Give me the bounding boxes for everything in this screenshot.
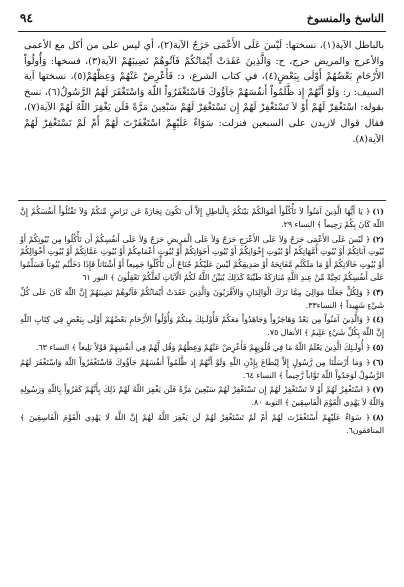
footnote-text: ﴿ لَيْسَ عَلَى الأَعْمَى حَرَجٌ وَلاَ عَلَى الأَعْرَجِ حَرَجٌ وَلاَ عَلَى الْمَرِيضِ حَرَجٌ وَلاَ عَلَى أَنفُسِكُمْ أَن تَأْكُلُوا مِن بُيُوتِكُمْ أَوْ بُيُوتِ آبَائِكُمْ أَوْ بُيُوتِ أُمَّهَاتِكُمْ أَوْ بُيُوتِ إِخْوَانِكُمْ أَوْ بُيُوتِ أَخَوَاتِكُمْ أَوْ بُيُوتِ أَعْمَامِكُمْ أَوْ بُيُوتِ عَمَّاتِكُمْ أَوْ بُيُوتِ أَخْوَالِكُمْ أَوْ بُيُوتِ خَالَاتِكُمْ أَوْ مَا مَلَكْتُم مَّفَاتِحَهُ أَوْ صَدِيقِكُمْ لَيْسَ عَلَيْكُمْ جُنَاحٌ أَن تَأْكُلُوا جَمِيعاً أَوْ أَشْتَاتاً فَإِذَا دَخَلْتُم بُيُوتاً فَسَلِّمُوا عَلَى أَنفُسِكُمْ تَحِيَّةً مِّنْ عِندِ اللَّهِ مُبَارَكَةً طَيِّبَةً كَذَلِكَ يُبَيِّنُ اللَّهُ لَكُمُ الْآيَاتِ لَعَلَّكُمْ تَعْقِلُونَ ﴾ النور ٦١ — [20, 234, 384, 282]
header-divider — [18, 31, 386, 32]
footnote — [20, 384, 384, 410]
page-header — [20, 12, 384, 30]
page-number: ٩٤ — [20, 11, 33, 25]
footnote-number: (٣) — [372, 287, 384, 297]
footnote-number: (١) — [372, 207, 384, 216]
running-title: الناسخ والمنسوخ — [306, 12, 384, 25]
footnote-text: ﴿ وَالَّذِينَ آمَنُواْ مِن بَعْدُ وَهَاجَرُواْ وَجَاهَدُواْ مَعَكُمْ فَأُوْلَـئِكَ مِنكُمْ وَأُوْلُواْ الأَرْحَامِ بَعْضُهُمْ أَوْلَى بِبَعْضٍ فِي كِتَابِ اللّهِ إِنَّ اللّهَ بِكُلِّ شَيْءٍ عَلِيمٌ ﴾ الأنفال ٧٥. — [20, 315, 384, 338]
footnote-number: (٨) — [372, 412, 384, 422]
footnote-divider — [18, 200, 386, 201]
footnote-text: ﴿ وَلِكُلٍّ جَعَلْنَا مَوَالِيَ مِمَّا تَرَكَ الْوَالِدَانِ وَالأَقْرَبُونَ وَالَّذِينَ عَقَدَتْ أَيْمَانُكُمْ فَآتُوهُمْ نَصِيبَهُمْ إِنَّ اللّهَ كَانَ عَلَى كُلِّ شَيْءٍ شَهِيداً ﴾ النساء٣٣. — [20, 287, 384, 310]
footnote — [20, 234, 384, 285]
footnote-number: (٦) — [372, 357, 384, 367]
footnotes — [20, 206, 384, 440]
footnote — [20, 314, 384, 340]
footnote — [20, 206, 384, 232]
body-paragraph: بالباطل الآية(١)، نسختها: لَيْسَ عَلَى الأَعْمَى حَرَجٌ الآية(٢)، أي ليس على من أكل مع الأعمى والأعرج والمريض حرج، ح: وَالَّذِينَ عَقَدَتْ أَيْمَانُكُمْ فَآتُوهُمْ نَصِيبَهُمْ الآية(٣)، فسخها: وَأُولُواْ الأَرْحَامِ بَعْضُهُمْ أَوْلَى بِبَعْضٍ(٤)، في كتاب الشرع، د: فَأَعْرِضْ عَنْهُمْ وَعِظْهُمْ(٥)، نسختها آية السيف: ر: وَلَوْ أَنَّهُمْ إِذ ظَّلَمُواْ أَنفُسَهُمْ جَآؤُوكَ فَاسْتَغْفَرُواْ اللّهَ وَاسْتَغْفَرَ لَهُمُ الرَّسُولُ(٦)، نسخ بقوله: اسْتَغْفِرْ لَهُمْ أَوْ لاَ تَسْتَغْفِرْ لَهُمْ إِن تَسْتَغْفِرْ لَهُمْ سَبْعِينَ مَرَّةً فَلَن يَغْفِرَ اللّهُ لَهُمْ الآية(٧)، فقال قوال لازيدن على السبعين فنزلت: سَوَاءٌ عَلَيْهِمْ اسْتَغْفَرْتَ لَهُمْ أَمْ لَمْ تَسْتَغْفِرْ لَهُمْ الآية(٨). — [24, 40, 385, 145]
footnote-text: ﴿ اسْتَغْفِرْ لَهُمْ أَوْ لاَ تَسْتَغْفِرْ لَهُمْ إِن تَسْتَغْفِرْ لَهُمْ سَبْعِينَ مَرَّةً فَلَن يَغْفِرَ اللّهُ لَهُمْ ذَلِكَ بِأَنَّهُمْ كَفَرُواْ بِاللّهِ وَرَسُولِهِ وَاللّهُ لاَ يَهْدِي الْقَوْمَ الْفَاسِقِينَ ﴾ التوبة ٨٠. — [20, 385, 384, 408]
footnote-number: (٤) — [372, 315, 384, 325]
footnote-text: ﴿ سَوَاءٌ عَلَيْهِمْ أَسْتَغْفَرْتَ لَهُمْ أَمْ لَمْ تَسْتَغْفِرْ لَهُمْ لَن يَغْفِرَ اللَّهُ لَهُمْ إِنَّ اللَّهَ لَا يَهْدِي الْقَوْمَ الْفَاسِقِينَ ﴾ المنافقون٦. — [20, 412, 384, 435]
footnote — [20, 287, 384, 313]
footnote-text: ﴿ يَا أَيُّهَا الَّذِينَ آمَنُواْ لاَ تَأْكُلُواْ أَمْوَالَكُمْ بَيْنَكُمْ بِالْبَاطِلِ إِلاَّ أَن تَكُونَ تِجَارَةً عَن تَرَاضٍ مِّنكُمْ وَلاَ تَقْتُلُواْ أَنفُسَكُمْ إِنَّ اللّهَ كَانَ بِكُمْ رَحِيماً ﴾ النساء ٢٩. — [20, 207, 384, 229]
footnote-text: ﴿ أُولَـئِكَ الَّذِينَ يَعْلَمُ اللّهُ مَا فِي قُلُوبِهِمْ فَأَعْرِضْ عَنْهُمْ وَعِظْهُمْ وَقُل لَّهُمْ فِي أَنفُسِهِمْ قَوْلاً بَلِيغاً ﴾ النساء ٦٣. — [35, 342, 371, 352]
footnote-number: (٧) — [372, 385, 384, 395]
footnote-text: ﴿ وَمَا أَرْسَلْنَا مِن رَّسُولٍ إِلاَّ لِيُطَاعَ بِإِذْنِ اللّهِ وَلَوْ أَنَّهُمْ إِذ ظَّلَمُواْ أَنفُسَهُمْ جَآؤُوكَ فَاسْتَغْفَرُواْ اللّهَ وَاسْتَغْفَرَ لَهُمُ الرَّسُولُ لَوَجَدُواْ اللّهَ تَوَّاباً رَّحِيماً ﴾ النساء ٦٤. — [20, 357, 384, 380]
footnote — [20, 412, 384, 438]
main-text — [24, 38, 384, 147]
footnote-number: (٢) — [372, 234, 384, 244]
footnote-number: (٥) — [372, 342, 384, 352]
footnote — [20, 342, 384, 355]
footnote — [20, 357, 384, 383]
